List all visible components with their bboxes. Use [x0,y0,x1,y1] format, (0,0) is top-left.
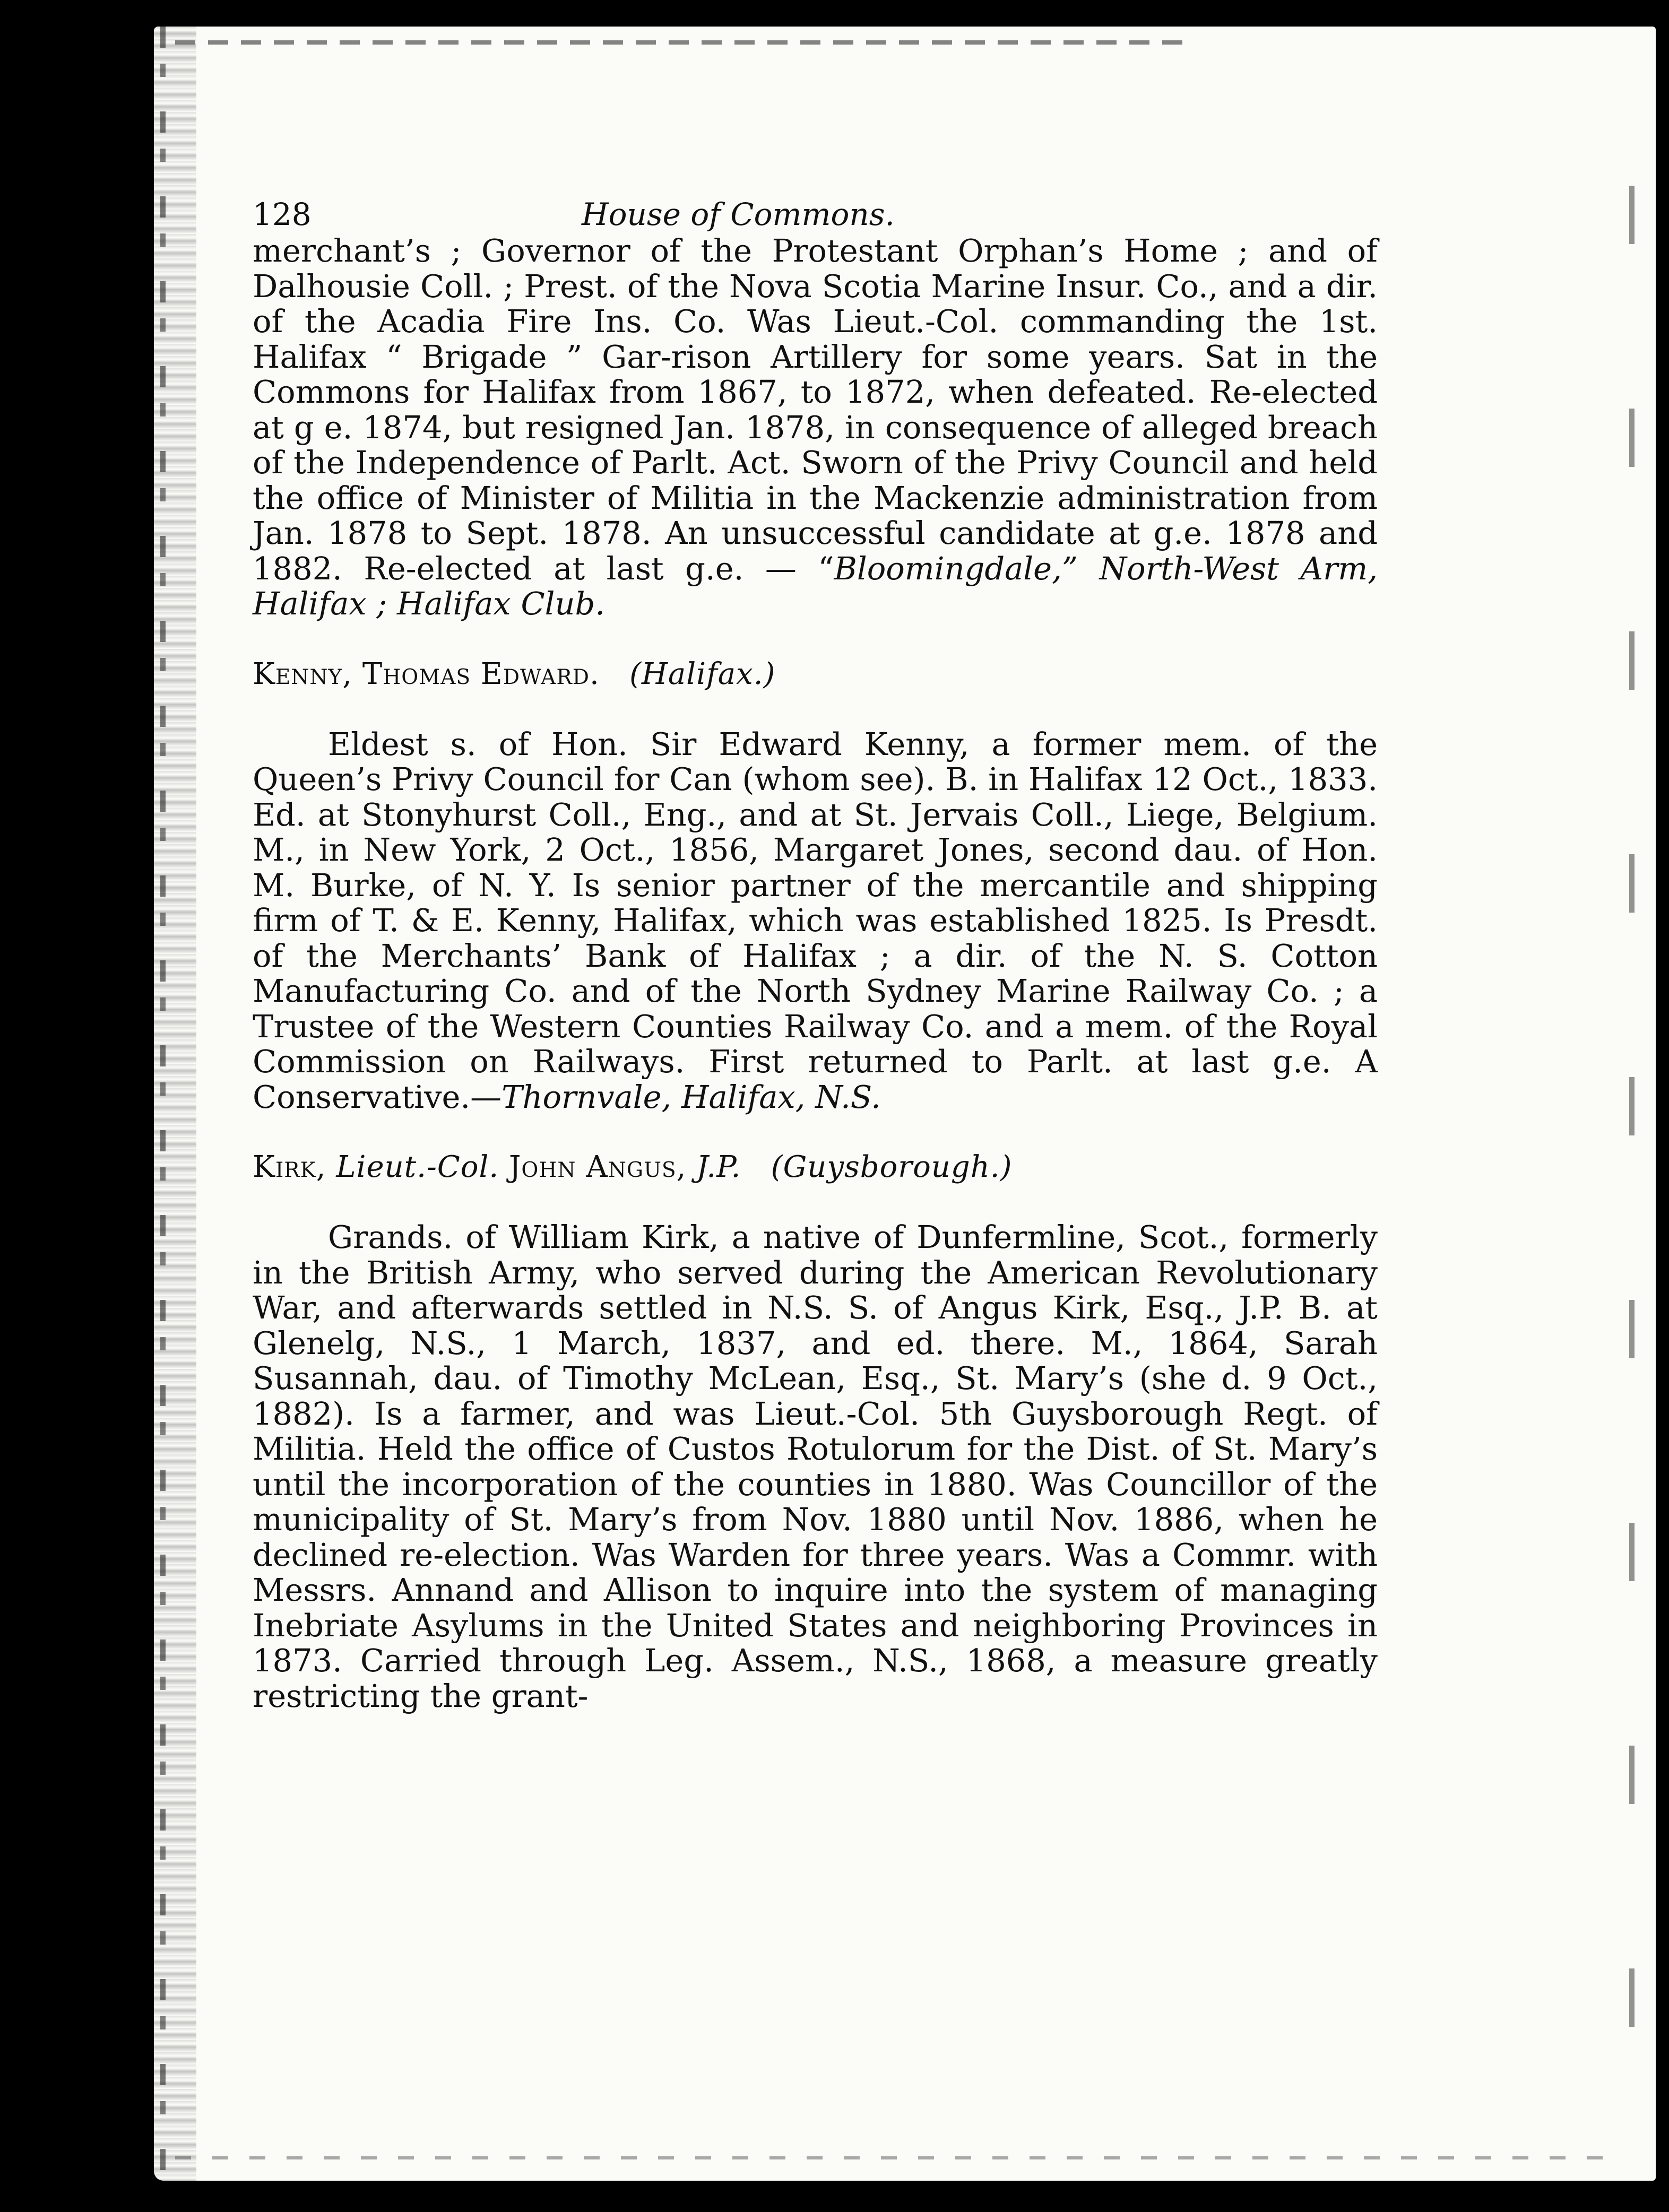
kenny-surname: Kenny, [253,656,353,691]
top-edge-marks [175,40,1183,45]
continued-entry [253,233,1378,622]
running-title: House of Commons. [582,196,895,232]
kenny-riding: (Halifax.) [629,656,776,691]
page-content [253,175,1378,1714]
entry-body-kenny: Eldest s. of Hon. Sir Edward Kenny, a former mem. of the Queen’s Privy Council for Can (whom see). B. in Halifax 12 Oct., 1833. Ed. at Stonyhurst Coll., Eng., and at St. Jervais Coll., Liege, Belgium. M., in New York, 2 Oct., 1856, Margaret Jones, second dau. of Hon. M. Burke, of N. Y. Is senior partner of the mercantile and shipping firm of T. & E. Kenny, Halifax, which was established 1825. Is Presdt. of the Merchants’ Bank of Halifax ; a dir. of the N. S. Cotton Manufacturing Co. and of the North Sydney Marine Railway Co. ; a Trustee of the Western Counties Railway Co. and a mem. of the Royal Commission on Railways. First returned to Parlt. at last g.e. A Conservative.—Thornvale, Halifax, N.S. [253,725,1378,1115]
bottom-edge-marks [175,2156,1608,2159]
kirk-rank: Lieut.-Col. [336,1150,499,1184]
kenny-address: Thornvale, Halifax, N.S. [501,1078,881,1115]
entry-body-kirk: Grands. of William Kirk, a native of Dunfermline, Scot., formerly in the British Army, who served during the American Revolutionary War, and afterwards settled in N.S. S. of Angus Kirk, Esq., J.P. B. at Glenelg, N.S., 1 March, 1837, and ed. there. M., 1864, Sarah Susannah, dau. of Timothy McLean, Esq., St. Mary’s (she d. 9 Oct., 1882). Is a farmer, and was Lieut.-Col. 5th Guysborough Regt. of Militia. Held the office of Custos Rotulorum for the Dist. of St. Mary’s until the incorporation of the counties in 1880. Was Councillor of the municipality of St. Mary’s from Nov. 1880 until Nov. 1886, when he declined re-election. Was Warden for three years. Was a Commr. with Messrs. Annand and Allison to inquire into the system of managing Inebriate Asylums in the United States and neighboring Provinces in 1873. Carried through Leg. Assem., N.S., 1868, a measure greatly restricting the grant- [253,1219,1378,1714]
entry-heading-kirk [253,1150,1378,1185]
kirk-riding: (Guysborough.) [771,1150,1013,1184]
right-edge-marks [1629,186,1635,2096]
page-number: 128 [253,196,312,232]
kenny-given-names: Thomas Edward. [362,656,600,691]
running-head [253,175,1378,233]
kirk-surname: Kirk, [253,1150,326,1184]
binding-edge-marks [160,27,166,2181]
entry-heading-kenny [253,657,1378,692]
continued-entry-address: Bloomingdale,” North-West Arm, [834,550,1378,587]
continued-entry-body: merchant’s ; Governor of the Protestant Orphan’s Home ; and of Dalhousie Coll. ; Prest. of the Nova Scotia Marine Insur. Co., and a dir. of the Acadia Fire Ins. Co. Was Lieut.-Col. commanding the 1st. Halifax “ Brigade ” Gar-rison Artillery for some years. Sat in the Commons for Halifax from 1867, to 1872, when defeated. Re-elected at g e. 1874, but resigned Jan. 1878, in consequence of alleged breach of the Independence of Parlt. Act. Sworn of the Privy Council and held the office of Minister of Militia in the Mackenzie administration from Jan. 1878 to Sept. 1878. An unsuccessful candidate at g.e. 1878 and 1882. Re-elected at last g.e. — “Bloomingdale,” North-West Arm, Halifax ; Halifax Club. [253,232,1378,622]
kirk-honorific: J.P. [696,1150,741,1184]
kirk-given-names: John Angus, [508,1150,687,1184]
